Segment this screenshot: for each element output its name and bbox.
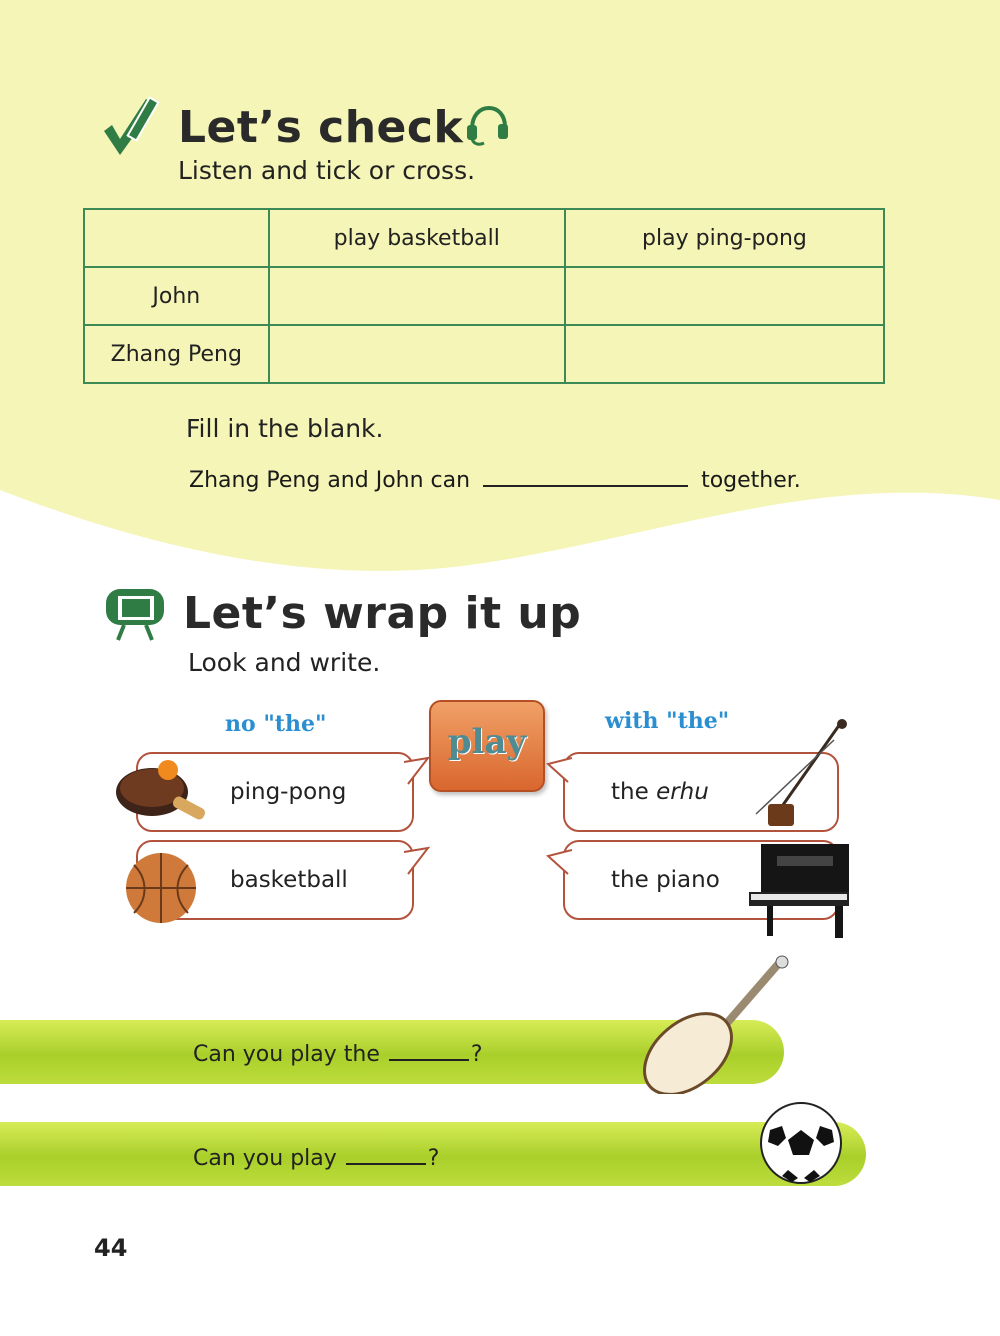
answer-cell[interactable] — [565, 267, 884, 325]
soccer-ball-icon — [758, 1100, 844, 1186]
fill-blank[interactable] — [483, 465, 688, 487]
lets-wrap-title: Let’s wrap it up — [183, 588, 582, 639]
practice-blank[interactable] — [346, 1145, 426, 1165]
lets-check-instruction: Listen and tick or cross. — [178, 156, 476, 185]
pipa-icon — [630, 954, 796, 1094]
fill-sentence-end: together. — [701, 468, 801, 493]
lets-check-title: Let’s check — [178, 102, 464, 153]
practice-blank[interactable] — [389, 1041, 469, 1061]
play-word: play — [447, 722, 527, 762]
blackboard-icon — [102, 586, 168, 642]
practice-sentence-start: Can you play the — [193, 1042, 380, 1067]
right-bubble-text — [611, 779, 709, 805]
page-number: 44 — [94, 1234, 128, 1262]
bubble-pointer — [546, 844, 572, 876]
lets-wrap-instruction: Look and write. — [188, 648, 381, 677]
fill-instruction: Fill in the blank. — [186, 414, 384, 443]
right-bubble-article: the — [611, 779, 649, 805]
ping-pong-paddle-icon — [114, 758, 214, 832]
bubble-pointer — [546, 752, 572, 784]
fill-sentence — [189, 465, 801, 493]
practice-sentence-start: Can you play — [193, 1146, 337, 1171]
practice-sentence — [193, 1041, 483, 1067]
no-the-label: no "the" — [225, 711, 327, 737]
answer-cell[interactable] — [565, 325, 884, 383]
fill-sentence-start: Zhang Peng and John can — [189, 468, 471, 493]
practice-sentence — [193, 1145, 439, 1171]
bubble-pointer — [404, 756, 430, 786]
with-the-label: with "the" — [605, 708, 730, 734]
play-center-box — [429, 700, 545, 792]
bubble-pointer — [404, 846, 430, 876]
left-bubble-text: basketball — [230, 867, 348, 893]
table-header-cell: play ping-pong — [565, 209, 884, 267]
right-bubble-article: the — [611, 867, 649, 893]
headset-icon — [464, 103, 510, 149]
table-header-row — [84, 209, 884, 267]
answer-cell[interactable] — [269, 325, 565, 383]
row-name-cell: John — [84, 267, 269, 325]
right-bubble-text — [611, 867, 720, 893]
practice-sentence-end: ? — [470, 1042, 483, 1067]
listen-table — [83, 208, 885, 384]
table-header-cell: play basketball — [269, 209, 565, 267]
answer-cell[interactable] — [269, 267, 565, 325]
basketball-icon — [122, 851, 200, 925]
right-bubble-word: piano — [656, 867, 720, 893]
right-bubble-word: erhu — [656, 779, 709, 805]
piano-icon — [747, 840, 853, 940]
table-row — [84, 325, 884, 383]
left-bubble-text: ping-pong — [230, 779, 347, 805]
row-name-cell: Zhang Peng — [84, 325, 269, 383]
practice-sentence-end: ? — [427, 1146, 440, 1171]
erhu-icon — [752, 716, 852, 832]
check-pencil-icon — [98, 95, 164, 167]
table-header-cell — [84, 209, 269, 267]
table-row — [84, 267, 884, 325]
